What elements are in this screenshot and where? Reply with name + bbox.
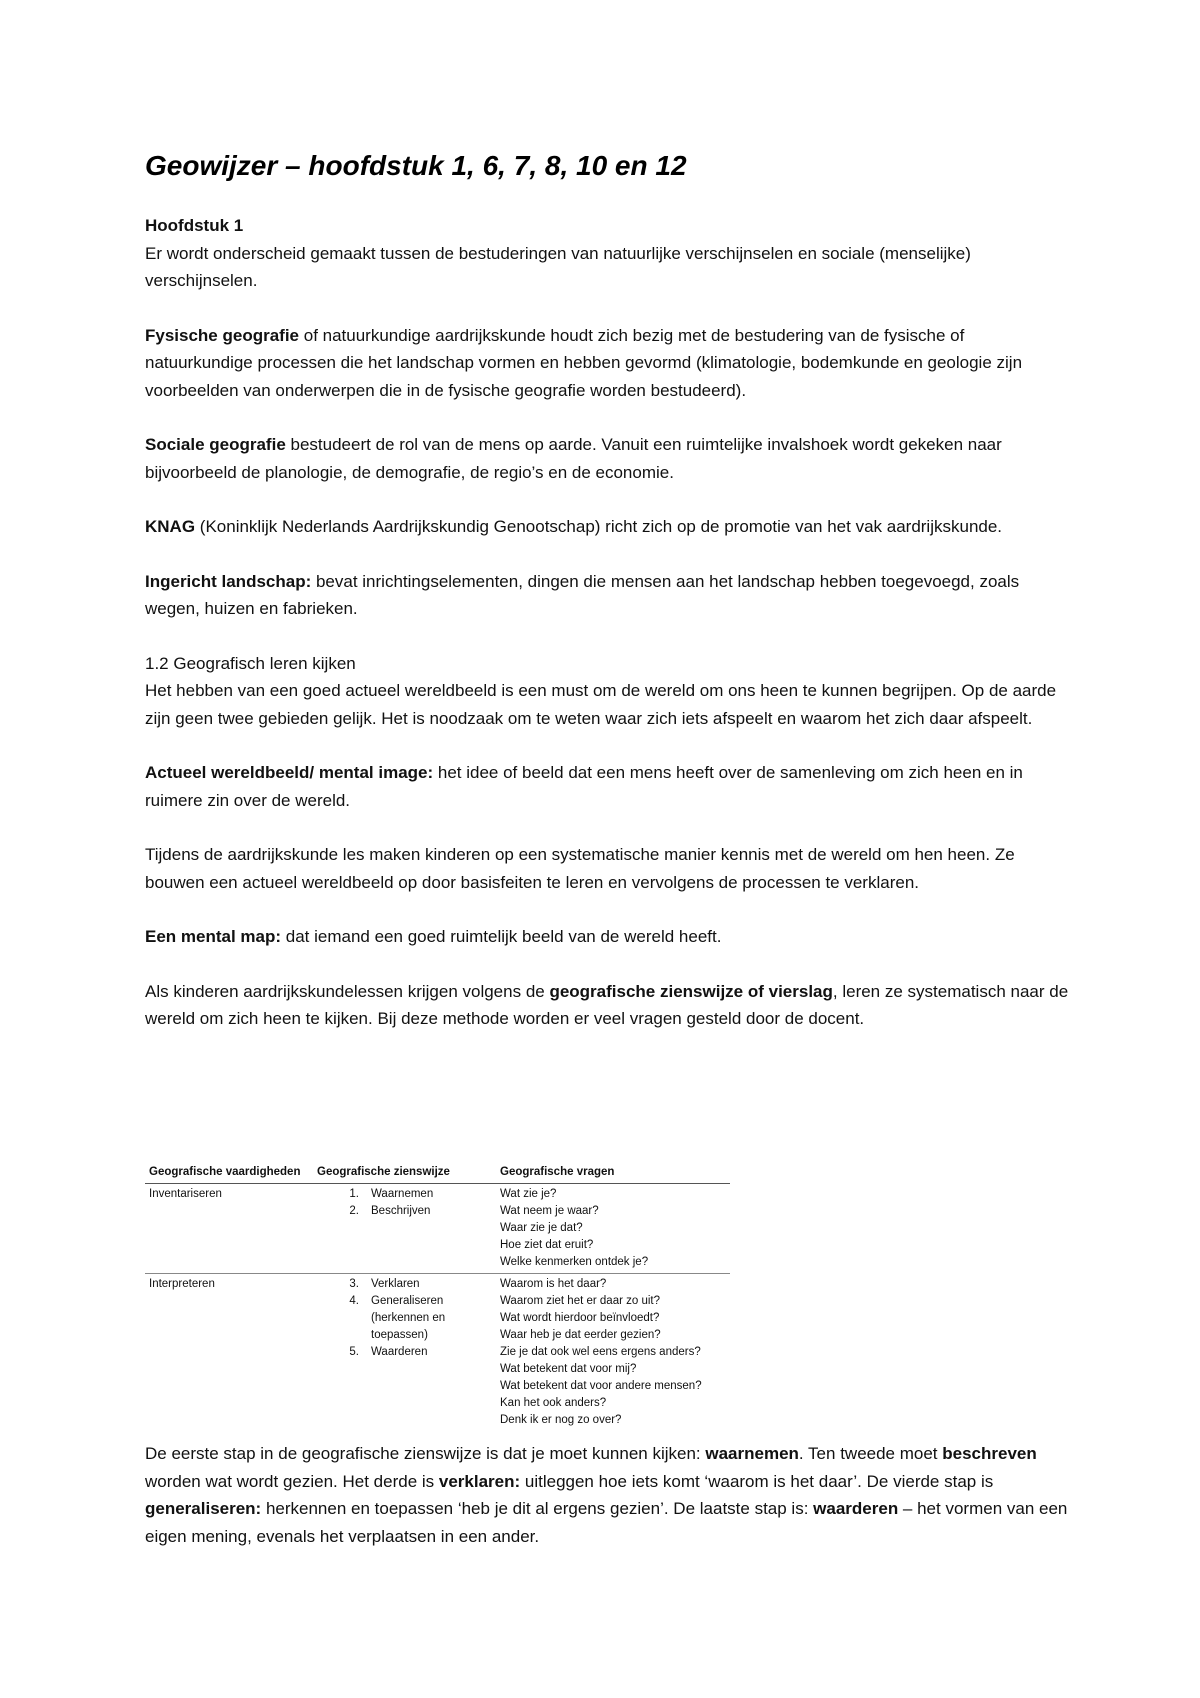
sociale-paragraph: Sociale geografie bestudeert de rol van de mens op aarde. Vanuit een ruimtelijke invalshoek wordt gekeken naar bijvoorbeeld de planologie, de demografie, de regio’s en de economie. xyxy=(145,435,1002,482)
step-item: 1. Waarnemen xyxy=(349,1188,434,1200)
summary-block xyxy=(145,1440,1075,1577)
step-item: 2. Beschrijven xyxy=(349,1205,431,1217)
section-heading: 1.2 Geografisch leren kijken xyxy=(145,653,356,673)
step-item: 3. Verklaren xyxy=(349,1278,420,1290)
sociale-term: Sociale geografie xyxy=(145,435,286,454)
question-item: Hoe ziet dat eruit? xyxy=(500,1239,594,1251)
wereldbeeld-paragraph: Actueel wereldbeeld/ mental image: het idee of beeld dat een mens heeft over de samenleving om zich heen en in ruimere zin over de wereld. xyxy=(145,763,1023,810)
question-item: Waar heb je dat eerder gezien? xyxy=(500,1329,661,1341)
question-item: Wat betekent dat voor andere mensen? xyxy=(500,1380,702,1392)
intro-paragraph: Er wordt onderscheid gemaakt tussen de bestuderingen van natuurlijke verschijnselen en sociale (menselijke) verschijnselen. xyxy=(145,243,971,290)
question-item: Wat zie je? xyxy=(500,1188,557,1200)
step-item: 5. Waarderen xyxy=(349,1346,428,1358)
chapter-heading: Hoofdstuk 1 xyxy=(145,216,244,235)
question-item: Waarom ziet het er daar zo uit? xyxy=(500,1295,661,1307)
question-item: Waarom is het daar? xyxy=(500,1278,607,1290)
skill-cell: Inventariseren xyxy=(145,1184,313,1274)
skill-cell: Interpreteren xyxy=(145,1274,313,1432)
table-header-cell: Geografische vaardigheden xyxy=(145,1162,313,1184)
question-item: Wat betekent dat voor mij? xyxy=(500,1363,637,1375)
table-header-row xyxy=(145,1162,730,1184)
body-text xyxy=(145,212,1075,1033)
fysische-term: Fysische geografie xyxy=(145,325,300,345)
question-item: Zie je dat ook wel eens ergens anders? xyxy=(500,1346,701,1358)
table-header-cell: Geografische zienswijze xyxy=(313,1162,496,1184)
ingericht-term: Ingericht landschap: xyxy=(145,571,312,591)
section-paragraph: Het hebben van een goed actueel wereldbeeld is een must om de wereld om ons heen te kunnen begrijpen. Op de aarde zijn geen twee gebieden gelijk. Het is noodzaak om te weten waar zich iets afspeelt en waarom het zich daar afspeelt. xyxy=(145,681,1057,728)
zienswijze-table-wrap xyxy=(145,1162,730,1431)
step-item: 4. Generaliseren (herkennen en toepassen) xyxy=(349,1295,446,1341)
wereldbeeld-term: Actueel wereldbeeld/ mental image: xyxy=(145,763,434,782)
table-header-cell: Geografische vragen xyxy=(496,1162,730,1184)
question-item: Wat neem je waar? xyxy=(500,1205,599,1217)
question-item: Waar zie je dat? xyxy=(500,1222,583,1234)
vierslag-term: geografische zienswijze of vierslag xyxy=(549,981,833,1001)
mental-map-term: Een mental map: xyxy=(145,927,282,946)
document-title: Geowijzer – hoofdstuk 1, 6, 7, 8, 10 en 12 xyxy=(145,150,687,181)
knag-term: KNAG xyxy=(145,517,196,536)
steps-cell xyxy=(313,1274,496,1432)
knag-paragraph: KNAG (Koninklijk Nederlands Aardrijkskundig Genootschap) richt zich op de promotie van het vak aardrijkskunde. xyxy=(145,517,1003,536)
mental-map-paragraph: Een mental map: dat iemand een goed ruimtelijk beeld van de wereld heeft. xyxy=(145,927,722,946)
questions-cell xyxy=(496,1184,730,1274)
questions-cell xyxy=(496,1274,730,1432)
ingericht-paragraph: Ingericht landschap: bevat inrichtingselementen, dingen die mensen aan het landschap hebben toegevoegd, zoals wegen, huizen en fabrieken. xyxy=(145,571,1020,618)
question-item: Welke kenmerken ontdek je? xyxy=(500,1256,649,1268)
zienswijze-table xyxy=(145,1162,730,1431)
question-item: Kan het ook anders? xyxy=(500,1397,607,1409)
tijdens-paragraph: Tijdens de aardrijkskunde les maken kinderen op een systematische manier kennis met de wereld om hen heen. Ze bouwen een actueel wereldbeeld op door basisfeiten te leren en vervolgens de processen te verklaren. xyxy=(145,845,1015,892)
steps-cell xyxy=(313,1184,496,1274)
vierslag-paragraph: Als kinderen aardrijkskundelessen krijgen volgens de geografische zienswijze of vierslag, leren ze systematisch naar de wereld om zich heen te kijken. Bij deze methode worden er veel vragen gesteld door de docent. xyxy=(145,981,1069,1028)
fysische-paragraph: Fysische geografie of natuurkundige aardrijkskunde houdt zich bezig met de bestudering van de fysische of natuurkundige processen die het landschap vormen en hebben gevormd (klimatologie, bodemkunde en geologie zijn voorbeelden van onderwerpen die in de fysische geografie worden bestudeerd). xyxy=(145,325,1023,400)
table-row xyxy=(145,1184,730,1274)
question-item: Wat wordt hierdoor beïnvloedt? xyxy=(500,1312,660,1324)
question-item: Denk ik er nog zo over? xyxy=(500,1414,622,1426)
summary-paragraph: De eerste stap in de geografische zienswijze is dat je moet kunnen kijken: waarnemen. Ten tweede moet beschreven worden wat wordt gezien. Het derde is verklaren: uitleggen hoe iets komt ‘waarom is het daar’. De vierde stap is generaliseren: herkennen en toepassen ‘heb je dit al ergens gezien’. De laatste stap is: waarderen – het vormen van een eigen mening, evenals het verplaatsen in een ander. xyxy=(145,1444,1068,1546)
table-row xyxy=(145,1274,730,1432)
